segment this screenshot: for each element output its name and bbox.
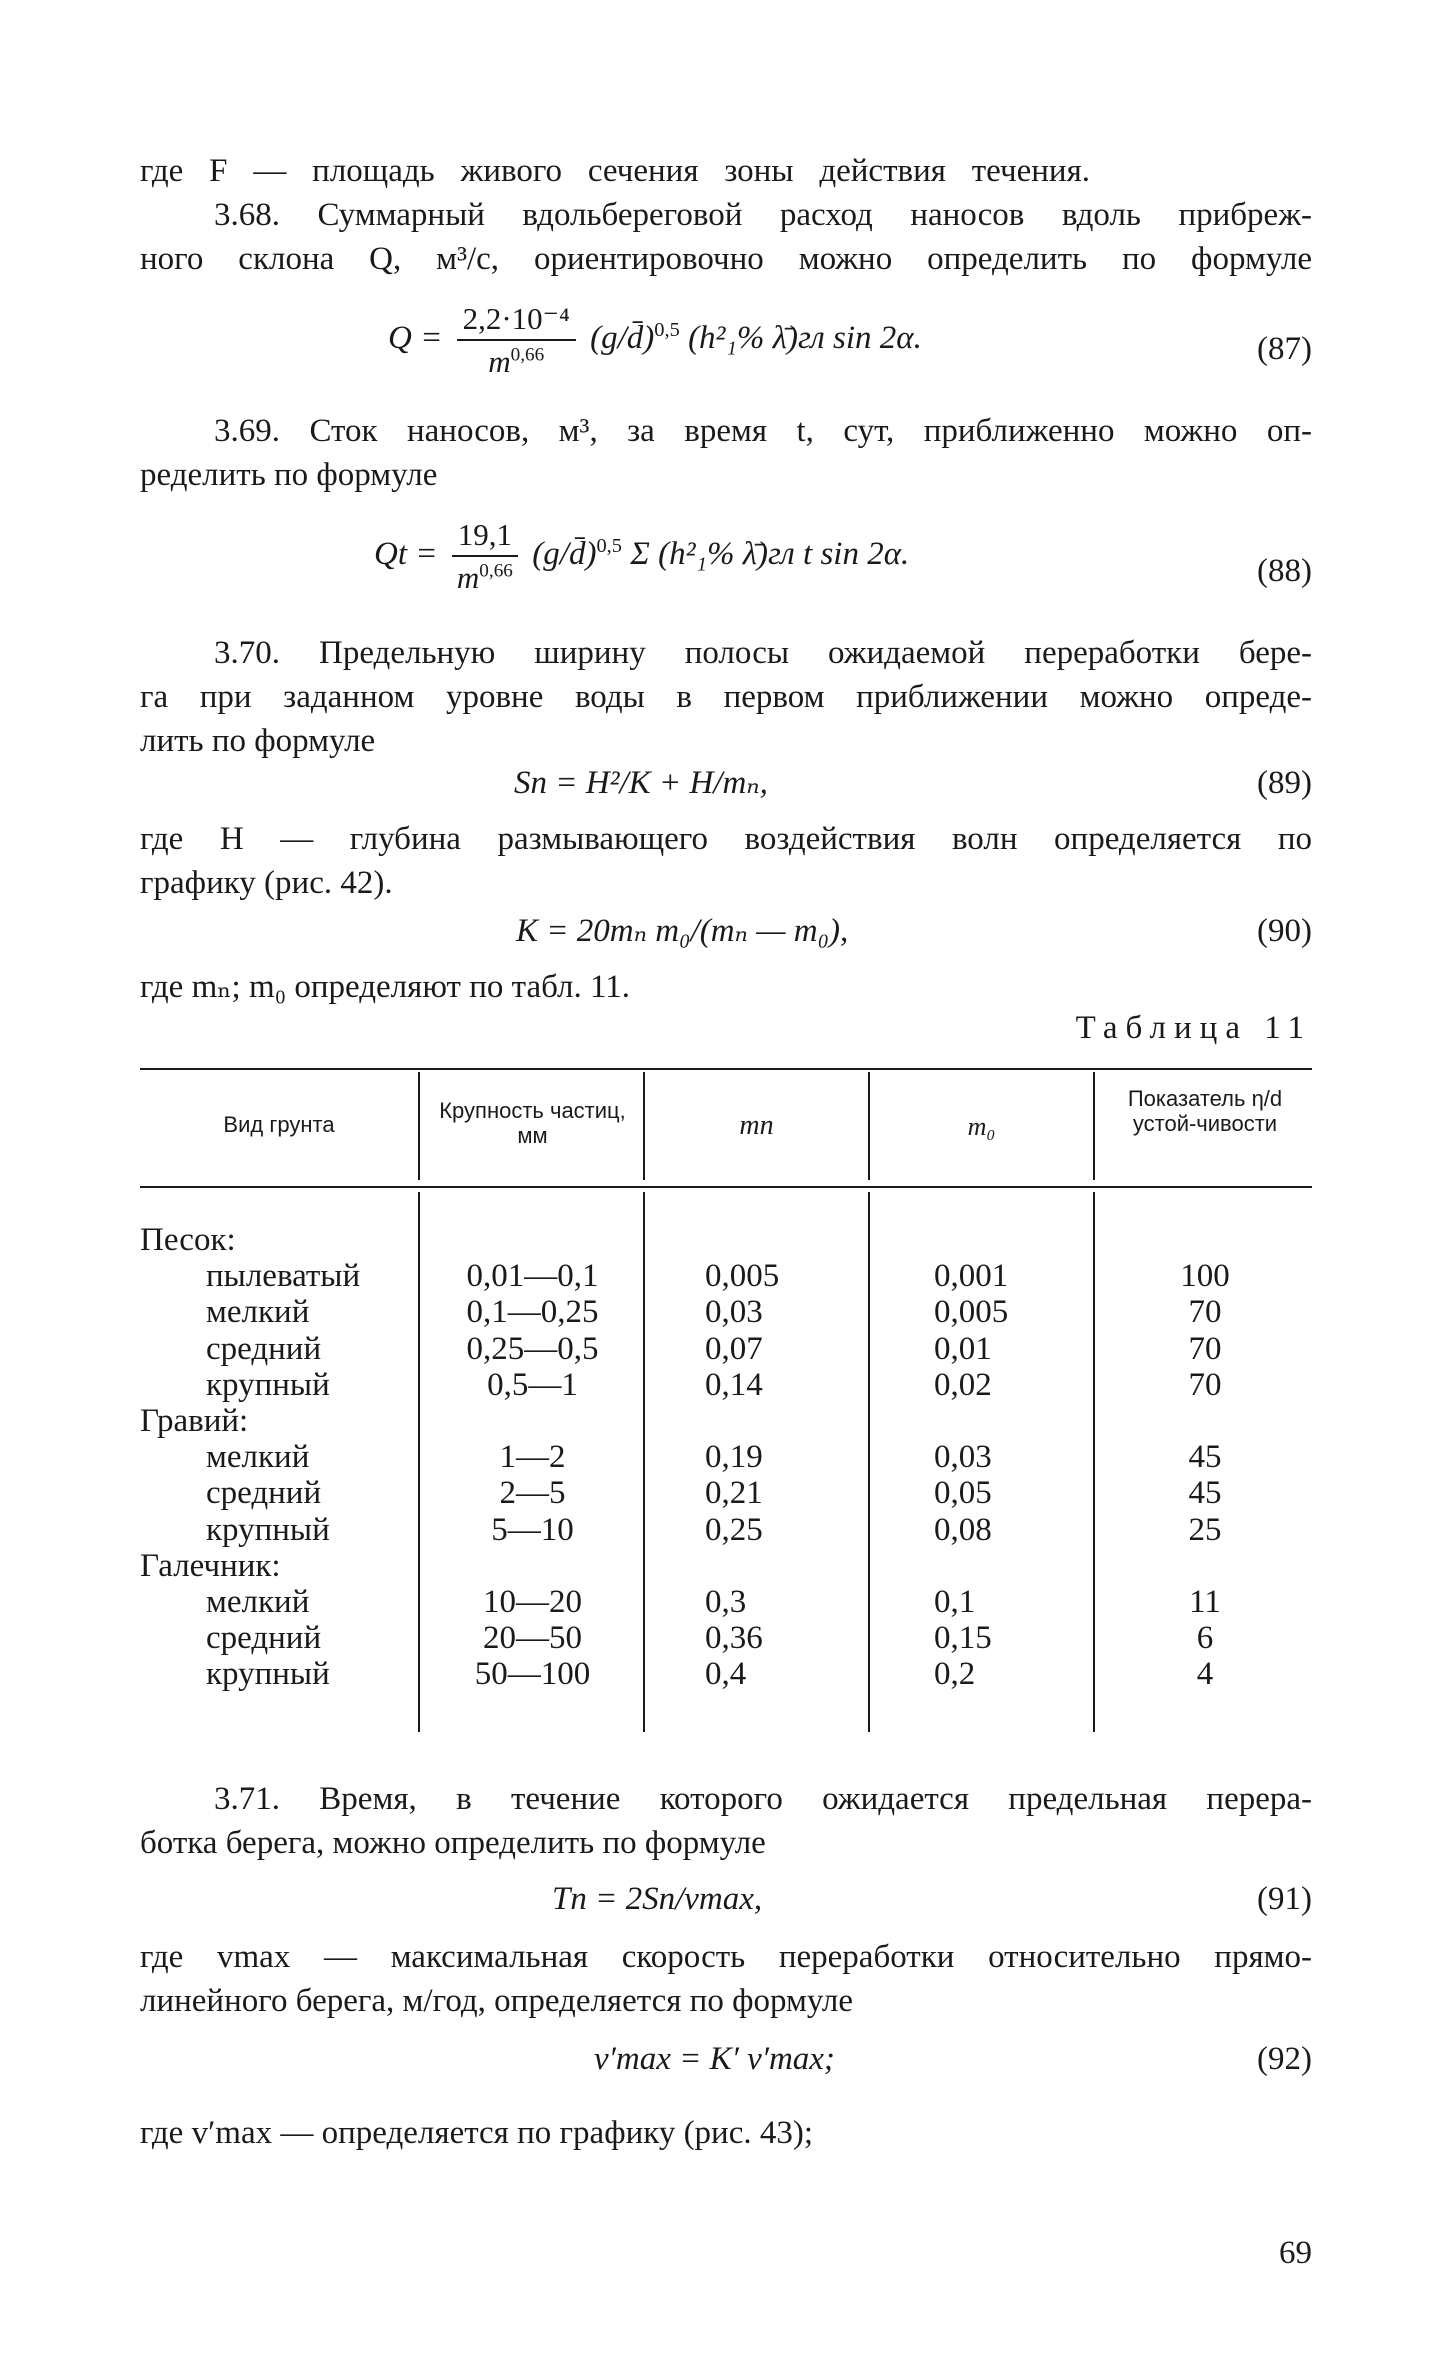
table-cell-m0: 0,001	[934, 1258, 1009, 1294]
table-row-label: средний	[206, 1475, 322, 1511]
table-row-label: пылеватый	[206, 1258, 361, 1294]
table-cell-size: 0,01—0,1	[466, 1258, 599, 1294]
table-row-label: средний	[206, 1620, 322, 1656]
equation-number-92: (92)	[1257, 2041, 1312, 2077]
paragraph-3-70-line1: 3.70. Предельную ширину полосы ожидаемой переработки бере-	[214, 635, 1312, 671]
table-cell-size: 50—100	[474, 1656, 591, 1692]
table-group-label: Песок:	[140, 1222, 236, 1258]
table-cell-mn: 0,36	[705, 1620, 763, 1656]
equation-number-89: (89)	[1257, 765, 1312, 801]
paragraph-3-71-line2: ботка берега, можно определить по формуле	[140, 1825, 766, 1861]
table-group-label: Гравий:	[140, 1403, 249, 1439]
page-number: 69	[1279, 2235, 1312, 2271]
table-header-particle-size: Крупность частиц, мм	[439, 1098, 626, 1149]
paragraph-3-69-line2: ределить по формуле	[140, 457, 438, 493]
formula-87: Q = $\frac{\text{2,2·10⁻⁴}}{m^{0,66}}$ (g/d̄)$^{0,5}$ (h²₁% λ̄)гл sin 2α.	[388, 301, 922, 380]
table-cell-m0: 0,005	[934, 1294, 1009, 1330]
table-cell-stability: 6	[1196, 1620, 1214, 1656]
formula-92: v′max = K′ v′max;	[594, 2041, 835, 2077]
table-header-mn: mn	[739, 1110, 774, 1141]
table-cell-size: 0,5—1	[487, 1367, 578, 1403]
equation-number-88: (88)	[1257, 553, 1312, 589]
table-cell-stability: 45	[1188, 1475, 1222, 1511]
equation-number-87: (87)	[1257, 331, 1312, 367]
paragraph-vmax-line2: линейного берега, м/год, определяется по формуле	[140, 1983, 853, 2019]
table-header-m0: m₀	[967, 1112, 996, 1141]
table-cell-size: 20—50	[483, 1620, 582, 1656]
table-cell-mn: 0,19	[705, 1439, 763, 1475]
table-cell-mn: 0,14	[705, 1367, 763, 1403]
formula-91: Tп = 2Sп/vmax,	[552, 1881, 763, 1917]
table-header-soil-type: Вид грунта	[223, 1112, 335, 1137]
paragraph-vmax-line1: где vmax — максимальная скорость переработки относительно прямо-	[140, 1939, 1312, 1975]
table-row-label: крупный	[206, 1656, 330, 1692]
paragraph-3-70-line2: га при заданном уровне воды в первом приближении можно опреде-	[140, 679, 1312, 715]
table-divider	[418, 1192, 420, 1732]
table-divider	[868, 1192, 870, 1732]
paragraph-mn: где mₙ; m₀ определяют по табл. 11.	[140, 969, 631, 1005]
table-divider	[1093, 1072, 1095, 1180]
table-cell-stability: 70	[1188, 1367, 1222, 1403]
table-row-label: мелкий	[206, 1294, 310, 1330]
table-cell-mn: 0,005	[705, 1258, 780, 1294]
table-cell-m0: 0,2	[934, 1656, 976, 1692]
table-cell-m0: 0,08	[934, 1512, 992, 1548]
table-cell-stability: 70	[1188, 1331, 1222, 1367]
table-cell-size: 1—2	[499, 1439, 566, 1475]
paragraph-3-71-line1: 3.71. Время, в течение которого ожидается предельная перера-	[214, 1781, 1312, 1817]
table-divider	[418, 1072, 420, 1180]
formula-90: K = 20mₙ m₀/(mₙ — m₀),	[516, 913, 849, 949]
table-row-label: мелкий	[206, 1584, 310, 1620]
equation-number-90: (90)	[1257, 913, 1312, 949]
table-cell-mn: 0,25	[705, 1512, 763, 1548]
table-cell-stability: 70	[1188, 1294, 1222, 1330]
table-row-label: средний	[206, 1331, 322, 1367]
table-cell-m0: 0,15	[934, 1620, 992, 1656]
table-cell-stability: 100	[1180, 1258, 1230, 1294]
table-header-rule	[140, 1186, 1312, 1188]
equation-number-91: (91)	[1257, 1881, 1312, 1917]
table-cell-m0: 0,01	[934, 1331, 992, 1367]
table-cell-m0: 0,02	[934, 1367, 992, 1403]
paragraph-H-line2: графику (рис. 42).	[140, 865, 393, 901]
paragraph-3-68-line1: 3.68. Суммарный вдольбереговой расход наносов вдоль прибреж-	[214, 197, 1312, 233]
table-top-rule	[140, 1068, 1312, 1070]
table-cell-size: 5—10	[491, 1512, 574, 1548]
table-cell-m0: 0,1	[934, 1584, 976, 1620]
text-line: где F — площадь живого сечения зоны действия течения.	[140, 153, 1090, 189]
table-cell-m0: 0,03	[934, 1439, 992, 1475]
table-cell-m0: 0,05	[934, 1475, 992, 1511]
table-cell-stability: 4	[1196, 1656, 1214, 1692]
paragraph-H-line1: где H — глубина размывающего воздействия волн определяется по	[140, 821, 1312, 857]
table-cell-mn: 0,07	[705, 1331, 763, 1367]
table-cell-mn: 0,03	[705, 1294, 763, 1330]
table-divider	[643, 1192, 645, 1732]
table-cell-mn: 0,21	[705, 1475, 763, 1511]
table-row-label: мелкий	[206, 1439, 310, 1475]
table-cell-size: 10—20	[483, 1584, 582, 1620]
paragraph-3-69-line1: 3.69. Сток наносов, м³, за время t, сут, приближенно можно оп-	[214, 413, 1312, 449]
table-cell-stability: 45	[1188, 1439, 1222, 1475]
paragraph-vprime: где v′max — определяется по графику (рис. 43);	[140, 2115, 814, 2151]
paragraph-3-68-line2: ного склона Q, м³/с, ориентировочно можно определить по формуле	[140, 241, 1312, 277]
table-cell-size: 0,1—0,25	[466, 1294, 599, 1330]
table-row-label: крупный	[206, 1367, 330, 1403]
table-row-label: крупный	[206, 1512, 330, 1548]
table-group-label: Галечник:	[140, 1548, 281, 1584]
table-cell-mn: 0,3	[705, 1584, 747, 1620]
formula-88: Qt = $\frac{19,1}{m^{0,66}}$ (g/d̄)$^{0,5}$ Σ (h²₁% λ̄)гл t sin 2α.	[374, 517, 910, 596]
table-cell-size: 2—5	[499, 1475, 566, 1511]
table-header-stability: Показатель η/d устой-чивости	[1127, 1086, 1283, 1137]
table-cell-size: 0,25—0,5	[466, 1331, 599, 1367]
paragraph-3-70-line3: лить по формуле	[140, 723, 376, 759]
table-cell-mn: 0,4	[705, 1656, 747, 1692]
table-cell-stability: 11	[1189, 1584, 1221, 1620]
table-cell-stability: 25	[1188, 1512, 1222, 1548]
formula-89: Sп = H²/K + H/mₙ,	[514, 765, 768, 801]
table-caption: Таблица 11	[1075, 1010, 1312, 1046]
table-divider	[1093, 1192, 1095, 1732]
